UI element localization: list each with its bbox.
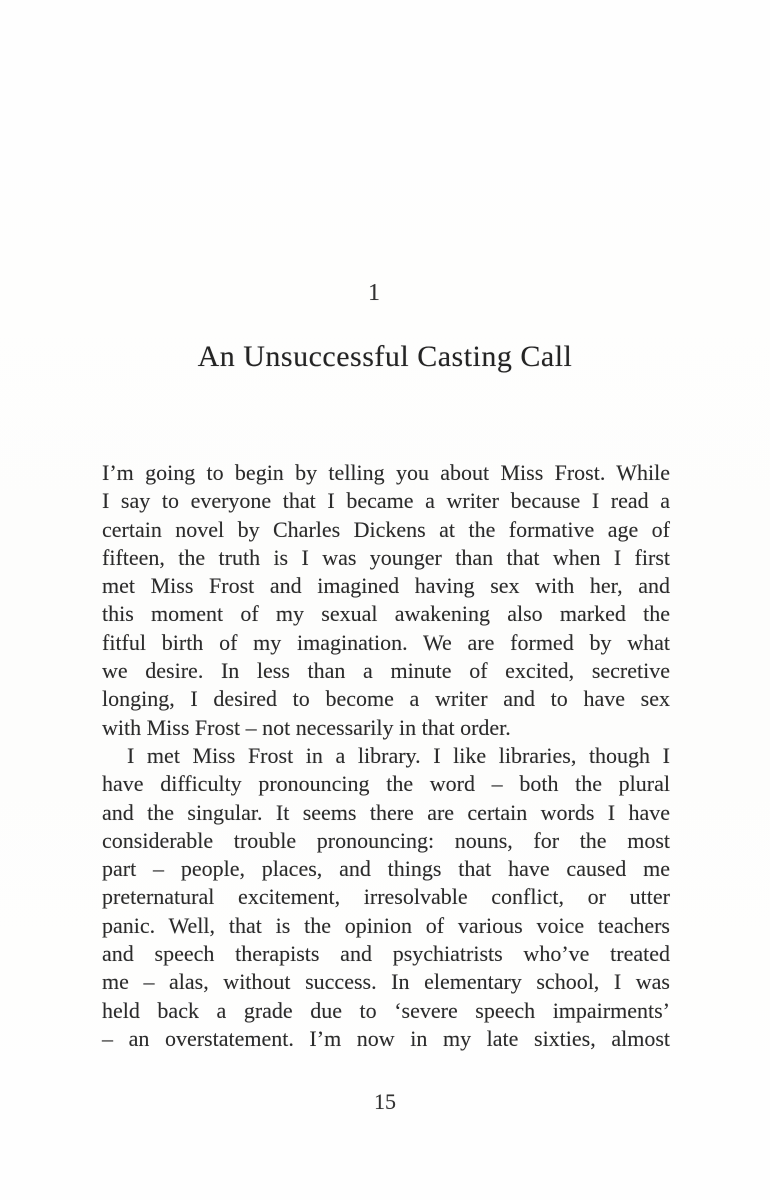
text-line: this moment of my sexual awakening also marked the [102,601,670,627]
text-line: panic. Well, that is the opinion of various voice teachers [102,912,670,938]
text-line: and speech therapists and psychiatrists who’ve treated [102,941,670,967]
text-line: I say to everyone that I became a writer because I read a [102,488,670,514]
text-line: longing, I desired to become a writer and to have sex [102,686,670,712]
text-line: met Miss Frost and imagined having sex with her, and [102,573,670,599]
text-line: with Miss Frost – not necessarily in that order. [102,714,511,740]
chapter-title: An Unsuccessful Casting Call [197,340,573,373]
text-line: have difficulty pronouncing the word – both the plural [102,771,670,797]
body-text [102,459,670,1053]
text-line: fifteen, the truth is I was younger than that when I first [102,544,670,570]
text-line: we desire. In less than a minute of excited, secretive [102,658,670,684]
text-line: certain novel by Charles Dickens at the formative age of [102,516,670,542]
text-line: – an overstatement. I’m now in my late sixties, almost [102,1025,670,1051]
text-line: I met Miss Frost in a library. I like libraries, though I [127,742,670,768]
text-line: considerable trouble pronouncing: nouns, for the most [102,827,670,853]
chapter-number: 1 [368,280,380,306]
text-line: held back a grade due to ‘severe speech impairments’ [102,997,670,1023]
text-line: me – alas, without success. In elementary school, I was [102,969,670,995]
text-line: preternatural excitement, irresolvable conflict, or utter [102,884,670,910]
text-line: and the singular. It seems there are certain words I have [102,799,670,825]
text-line: I’m going to begin by telling you about Miss Frost. While [102,460,670,485]
text-line: part – people, places, and things that have caused me [102,856,670,882]
text-line: fitful birth of my imagination. We are formed by what [102,629,670,655]
page-number: 15 [374,1089,396,1114]
paragraph [102,742,670,1053]
paragraph [102,459,670,742]
